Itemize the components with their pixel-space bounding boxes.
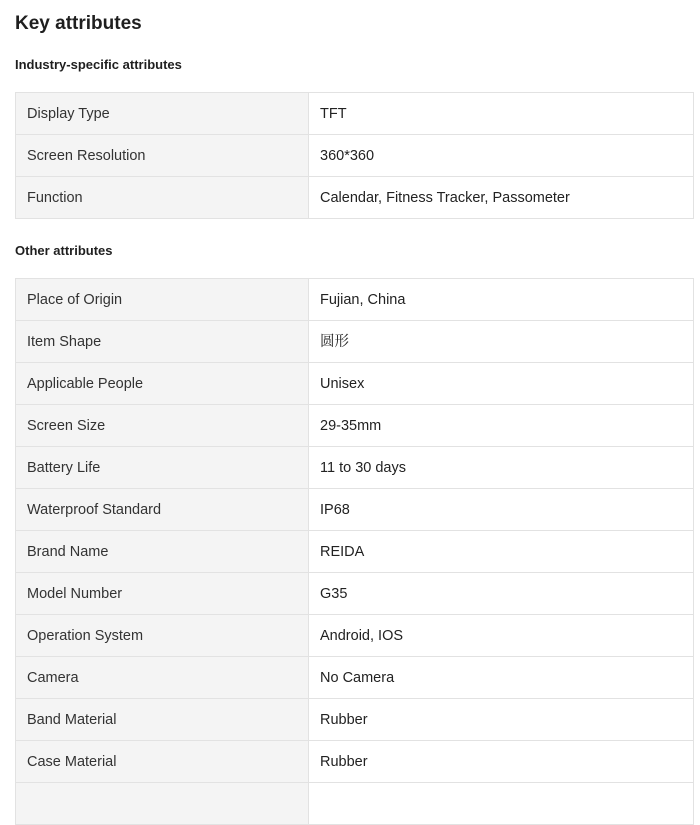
attribute-value [309, 783, 694, 825]
table-row [16, 279, 694, 321]
attribute-value: 圆形 [309, 321, 694, 363]
table-row [16, 135, 694, 177]
table-row [16, 363, 694, 405]
attribute-value: TFT [309, 93, 694, 135]
other-attributes-table [15, 278, 694, 825]
table-row [16, 573, 694, 615]
attribute-name: Place of Origin [16, 279, 309, 321]
attribute-value: Calendar, Fitness Tracker, Passometer [309, 177, 694, 219]
attribute-value: G35 [309, 573, 694, 615]
attribute-name [16, 783, 309, 825]
attribute-name: Screen Resolution [16, 135, 309, 177]
attribute-value: Rubber [309, 699, 694, 741]
attribute-name: Item Shape [16, 321, 309, 363]
attribute-name: Operation System [16, 615, 309, 657]
attribute-name: Model Number [16, 573, 309, 615]
attribute-name: Display Type [16, 93, 309, 135]
table-row [16, 615, 694, 657]
table-row [16, 321, 694, 363]
attribute-name: Waterproof Standard [16, 489, 309, 531]
industry-attributes-table [15, 92, 694, 219]
attribute-name: Band Material [16, 699, 309, 741]
attribute-name: Brand Name [16, 531, 309, 573]
table-row [16, 657, 694, 699]
table-row [16, 741, 694, 783]
attribute-value: 360*360 [309, 135, 694, 177]
table-row [16, 783, 694, 825]
attribute-value: Rubber [309, 741, 694, 783]
attribute-value: 11 to 30 days [309, 447, 694, 489]
attribute-name: Screen Size [16, 405, 309, 447]
attribute-value: Fujian, China [309, 279, 694, 321]
industry-attributes-heading: Industry-specific attributes [15, 57, 182, 72]
attribute-value: 29-35mm [309, 405, 694, 447]
attribute-value: Unisex [309, 363, 694, 405]
attribute-name: Case Material [16, 741, 309, 783]
attribute-name: Applicable People [16, 363, 309, 405]
other-attributes-heading: Other attributes [15, 243, 113, 258]
attribute-value: No Camera [309, 657, 694, 699]
table-row [16, 177, 694, 219]
table-row [16, 489, 694, 531]
table-row [16, 93, 694, 135]
attribute-value: Android, IOS [309, 615, 694, 657]
table-row [16, 447, 694, 489]
attribute-name: Camera [16, 657, 309, 699]
attribute-value: IP68 [309, 489, 694, 531]
table-row [16, 699, 694, 741]
table-row [16, 405, 694, 447]
page-title: Key attributes [15, 13, 142, 34]
table-row [16, 531, 694, 573]
attribute-value: REIDA [309, 531, 694, 573]
attribute-name: Function [16, 177, 309, 219]
attribute-name: Battery Life [16, 447, 309, 489]
